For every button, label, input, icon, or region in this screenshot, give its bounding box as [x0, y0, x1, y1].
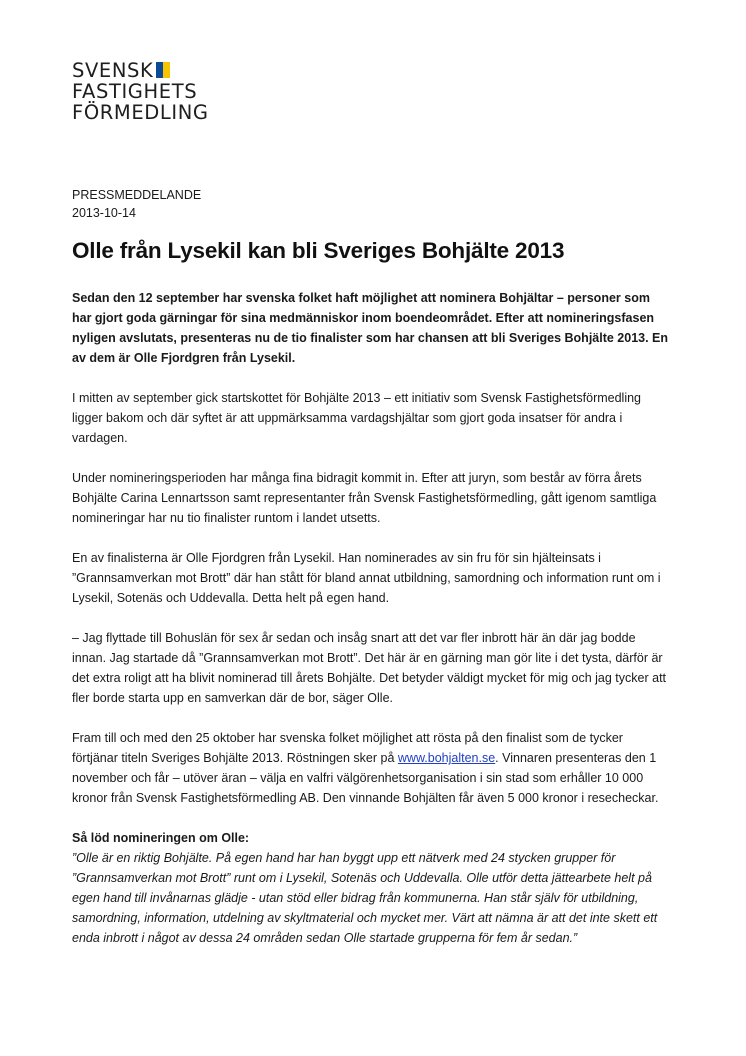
body-paragraph-2: Under nomineringsperioden har många fina bidragit kommit in. Efter att juryn, som består av förra årets Bohjälte Carina Lennartsson samt representanter från Svensk Fastighetsförmedling, gått igenom samtliga nomineringar har nu tio finalister runtom i landet utsetts.: [72, 471, 657, 525]
document-meta: [72, 186, 201, 222]
voting-text-before: Fram till och med den 25 oktober har svenska folket möjlighet att rösta på den finalist som de tycker förtjänar titeln Sveriges Bohjälte 2013. Röstningen sker på: [72, 731, 623, 765]
article-body: [72, 288, 672, 968]
body-paragraph-3: En av finalisterna är Olle Fjordgren från Lysekil. Han nominerades av sin fru för sin hjälteinsats i ”Grannsamverkan mot Brott” där han stått för bland annat utbildning, samordning och information runt om i Lysekil, Sotenäs och Uddevalla. Detta helt på egen hand.: [72, 551, 661, 605]
headline: Olle från Lysekil kan bli Sveriges Bohjälte 2013: [72, 238, 565, 263]
company-logo: [72, 60, 209, 123]
body-paragraph-4: – Jag flyttade till Bohuslän för sex år sedan och insåg snart att det var fler inbrott här än där jag bodde innan. Jag startade då ”Grannsamverkan mot Brott”. Det här är en gärning man gör lite i det tysta, därför är det extra roligt att ha blivit nominerad till årets Bohjälte. Det betyder väldigt mycket för mig och jag tycker att fler borde starta upp en samverkan där de bor, säger Olle.: [72, 631, 667, 705]
nomination-quote: ”Olle är en riktig Bohjälte. På egen hand har han byggt upp ett nätverk med 24 stycken grupper för ”Grannsamverkan mot Brott” runt om i Lysekil, Sotenäs och Uddevalla. Olle utför detta jättearbete helt på egen hand till invånarnas glädje - utan stöd eller bidrag från kommunerna. Han står själv för utbildning, samordning, information, utdelning av skyltmaterial och mycket mer. Värt att nämna är att det inte skett ett enda inbrott i något av dessa 24 områden sedan Olle startade grupperna för fem år sedan.”: [72, 851, 658, 945]
document-date: 2013-10-14: [72, 206, 136, 220]
swedish-flag-icon: [156, 62, 170, 78]
document-type: PRESSMEDDELANDE: [72, 188, 202, 202]
nomination-title: Så löd nomineringen om Olle:: [72, 831, 250, 845]
logo-line-1: SVENSK: [72, 59, 154, 82]
body-paragraph-5: [72, 728, 672, 808]
body-paragraph-1: I mitten av september gick startskottet för Bohjälte 2013 – ett initiativ som Svensk Fastighetsförmedling ligger bakom och där syftet är att uppmärksamma vardagshjältar som gjort goda insatser för andra i vardagen.: [72, 391, 642, 445]
voting-text-after: . Vinnaren presenteras den 1 november och får – utöver äran – välja en valfri välgörenhetsorganisation i sin stad som erhåller 10 000 kronor från Svensk Fastighetsförmedling AB. Den vinnande Bohjälten får även 5 000 kronor i resecheckar.: [72, 751, 659, 805]
logo-line-3: FÖRMEDLING: [72, 101, 209, 124]
bohjalten-link[interactable]: www.bohjalten.se: [397, 751, 496, 765]
logo-line-2: FASTIGHETS: [72, 80, 198, 103]
lead-paragraph: Sedan den 12 september har svenska folket haft möjlighet att nominera Bohjältar – personer som har gjort goda gärningar för sina medmänniskor inom boendeområdet. Efter att nomineringsfasen nyligen avslutats, presenteras nu de tio finalister som har chansen att bli Sveriges Bohjälte 2013. En av dem är Olle Fjordgren från Lysekil.: [72, 291, 669, 365]
